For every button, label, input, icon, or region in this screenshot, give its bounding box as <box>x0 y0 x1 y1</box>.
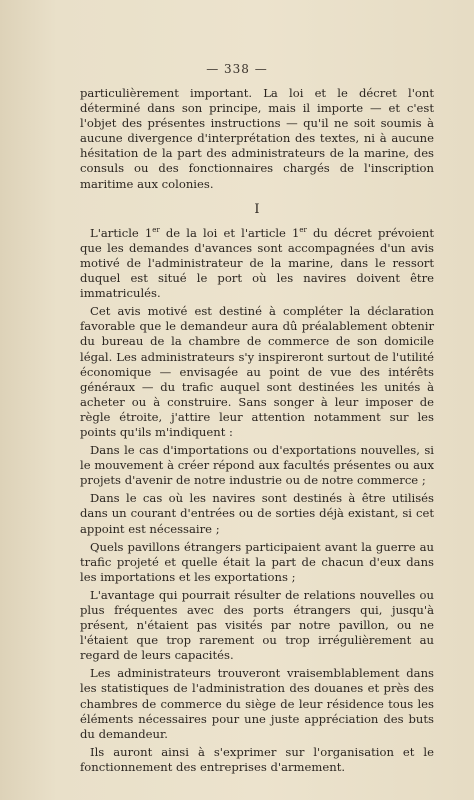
page-number: — 338 — <box>206 62 268 76</box>
paragraph-avantage: L'avantage qui pourrait résulter de relations nouvelles ou plus fréquentes avec des ports étrangers qui, jusqu'à présent, n'étaient pas visités par notre pavillon, ou ne l'étaient que trop rarement ou trop irrégulièrement au regard de leurs capacités. <box>80 587 434 663</box>
ordinal-superscript: er <box>152 225 160 234</box>
section-heading: I <box>254 201 260 217</box>
paragraph-navires: Dans le cas où les navires sont destinés à être utilisés dans un courant d'entrées ou de sorties déjà existant, si cet appoint est nécessaire ; <box>80 491 434 536</box>
body-text <box>80 86 434 778</box>
paragraph-pavillons: Quels pavillons étrangers participaient avant la guerre au trafic projeté et quelle était la part de chacun d'eux dans les importations et les exportations ; <box>80 539 434 584</box>
ordinal-superscript: er <box>299 225 307 234</box>
paragraph-avis-motive: Cet avis motivé est destiné à compléter la déclaration favorable que le demandeur aura dû préalablement obtenir du bureau de la chambre de commerce de son domicile légal. Les administrateurs s'y inspireront surtout de l'utilité économique — envisagée au point de vue des intérêts généraux — du trafic auquel sont destinées les unités à acheter ou à construire. Sans songer à leur imposer de règle étroite, j'attire leur attention notamment sur les points qu'ils m'indiquent : <box>80 304 434 439</box>
paragraph-organisation: Ils auront ainsi à s'exprimer sur l'organisation et le fonctionnement des entreprises d'armement. <box>80 744 434 774</box>
article-text-start: L'article 1 <box>90 225 153 240</box>
article-text-middle: de la loi et l'article 1 <box>159 225 300 240</box>
paragraph-article <box>80 226 434 301</box>
paragraph-intro: particulièrement important. La loi et le décret l'ont déterminé dans son principe, mais il importe — et c'est l'objet des présentes instructions — qu'il ne soit soumis à aucune divergence d'interprétation des textes, ni à aucune hésitation de la part des administrateurs de la marine, des consuls ou des fonctionnaires chargés de l'inscription maritime aux colonies. <box>80 86 434 191</box>
paragraph-importations: Dans le cas d'importations ou d'exportations nouvelles, si le mouvement à créer répond aux facultés présentes ou aux projets d'avenir de notre industrie ou de notre commerce ; <box>80 443 434 488</box>
article-text-end: du décret prévoient que les demandes d'avances sont accompagnées d'un avis motivé de l'administrateur de la marine, dans le ressort duquel est situé le port où les navires doivent être immatriculés. <box>80 225 434 301</box>
paragraph-statistiques: Les administrateurs trouveront vraisemblablement dans les statistiques de l'administration des douanes et près des chambres de commerce du siège de leur résidence tous les éléments nécessaires pour une juste appréciation des buts du demandeur. <box>80 666 434 741</box>
